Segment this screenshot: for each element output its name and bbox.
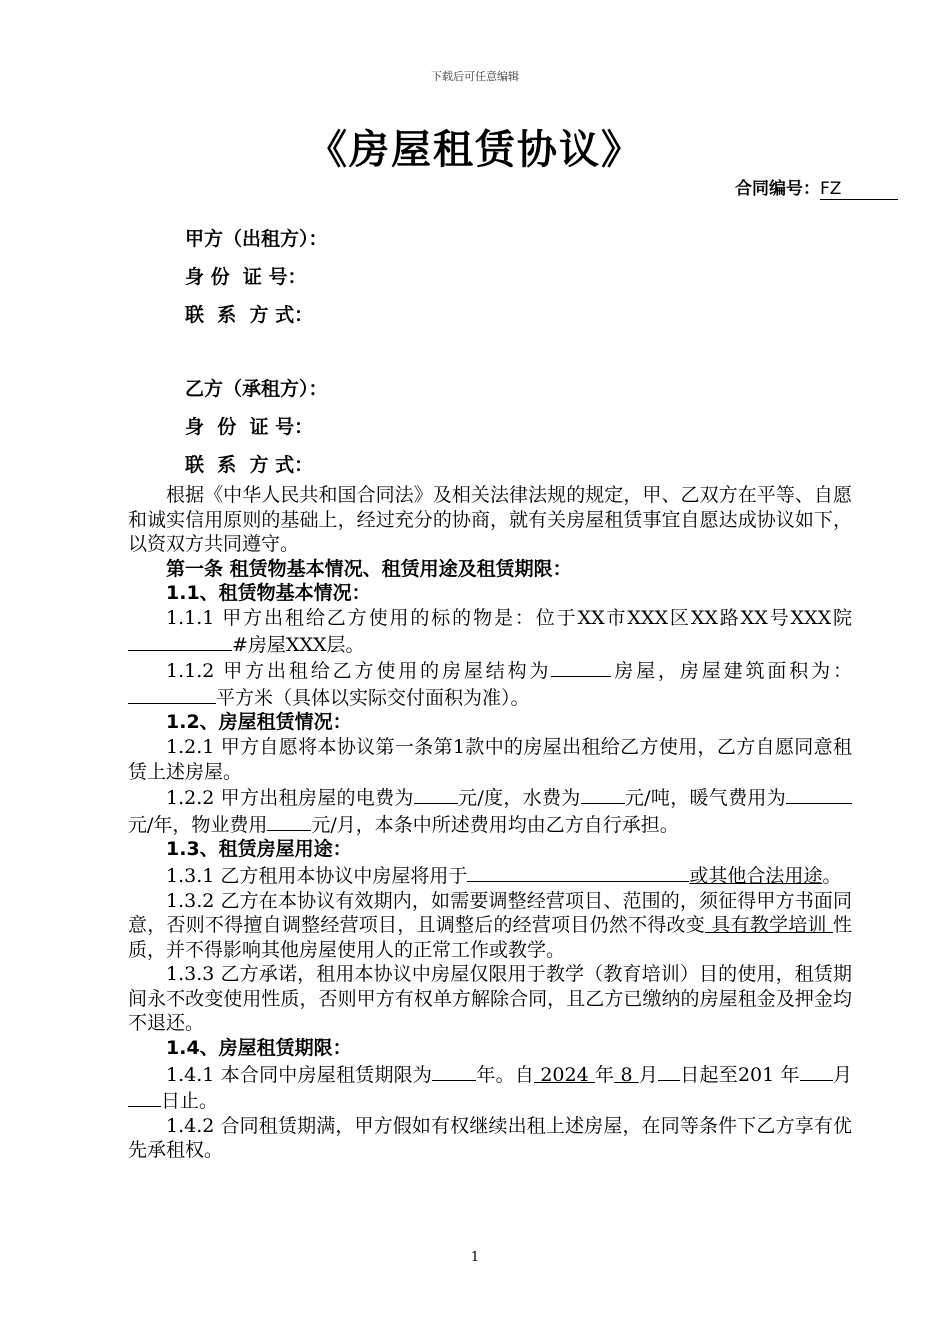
party-b-id-label: 身 份 证 号：	[185, 416, 314, 438]
contract-number-value: FZ	[820, 179, 898, 200]
party-a-title: 甲方（出租方）：	[185, 228, 328, 250]
clause-1-4-2: 1.4.2 合同租赁期满，甲方假如有权继续出租上述房屋，在同等条件下乙方享有优先承租权。	[128, 1114, 852, 1162]
clause-1-2-1: 1.2.1 甲方自愿将本协议第一条第1款中的房屋出租给乙方使用，乙方自愿同意租赁上述房屋。	[128, 735, 852, 783]
section-1-1-heading: 1.1、租赁物基本情况：	[166, 582, 371, 605]
clause-1-4-1: 1.4.1 本合同中房屋租赁期限为 年。自 2024 年 8 月 日起至201 年 月日止。	[128, 1061, 852, 1114]
article-1-heading: 第一条 租赁物基本情况、租赁用途及租赁期限：	[166, 557, 572, 580]
intro-paragraph: 根据《中华人民共和国合同法》及相关法律法规的规定，甲、乙双方在平等、自愿和诚实信用原则的基础上，经过充分的协商，就有关房屋租赁事宜自愿达成协议如下，以资双方共同遵守。	[128, 484, 852, 556]
clause-1-1-1: 1.1.1 甲方出租给乙方使用的标的物是：位于XX市XXX区XX路XX号XXX院#房屋XXX层。	[128, 606, 852, 657]
section-1-4-heading: 1.4、房屋租赁期限：	[166, 1037, 352, 1060]
party-a-contact-label: 联 系 方 式：	[185, 304, 314, 326]
party-b-contact-label: 联 系 方 式：	[185, 454, 314, 476]
party-b-title: 乙方（承租方）：	[185, 378, 328, 400]
page-number: 1	[470, 1250, 480, 1265]
clause-1-2-2: 1.2.2 甲方出租房屋的电费为 元/度，水费为 元/吨，暖气费用为元/年，物业费用 元/月，本条中所述费用均由乙方自行承担。	[128, 784, 852, 837]
contract-number	[735, 174, 898, 200]
party-a-id-label: 身 份 证 号：	[185, 266, 307, 288]
clause-1-3-1: 1.3.1 乙方租用本协议中房屋将用于 或其他合法用途。	[128, 862, 852, 889]
section-1-3-heading: 1.3、租赁房屋用途：	[166, 838, 352, 861]
clause-1-3-2: 1.3.2 乙方在本协议有效期内，如需要调整经营项目、范围的，须征得甲方书面同意，否则不得擅自调整经营项目，且调整后的经营项目仍然不得改变 具有教学培训 性质，并不得影响其他房屋使用人的正常工作或教学。	[128, 889, 852, 961]
header-note: 下载后可任意编辑	[431, 70, 519, 83]
clause-1-1-2: 1.1.2 甲方出租给乙方使用的房屋结构为 房屋，房屋建筑面积为：平方米（具体以实际交付面积为准）。	[128, 657, 852, 710]
section-1-2-heading: 1.2、房屋租赁情况：	[166, 711, 352, 734]
contract-number-label: 合同编号：	[735, 179, 820, 199]
contract-body	[128, 483, 852, 1163]
clause-1-3-3: 1.3.3 乙方承诺，租用本协议中房屋仅限用于教学（教育培训）目的使用，租赁期间永不改变使用性质，否则甲方有权单方解除合同，且乙方已缴纳的房屋租金及押金均不退还。	[128, 963, 852, 1035]
document-title: 《房屋租赁协议》	[307, 127, 643, 173]
